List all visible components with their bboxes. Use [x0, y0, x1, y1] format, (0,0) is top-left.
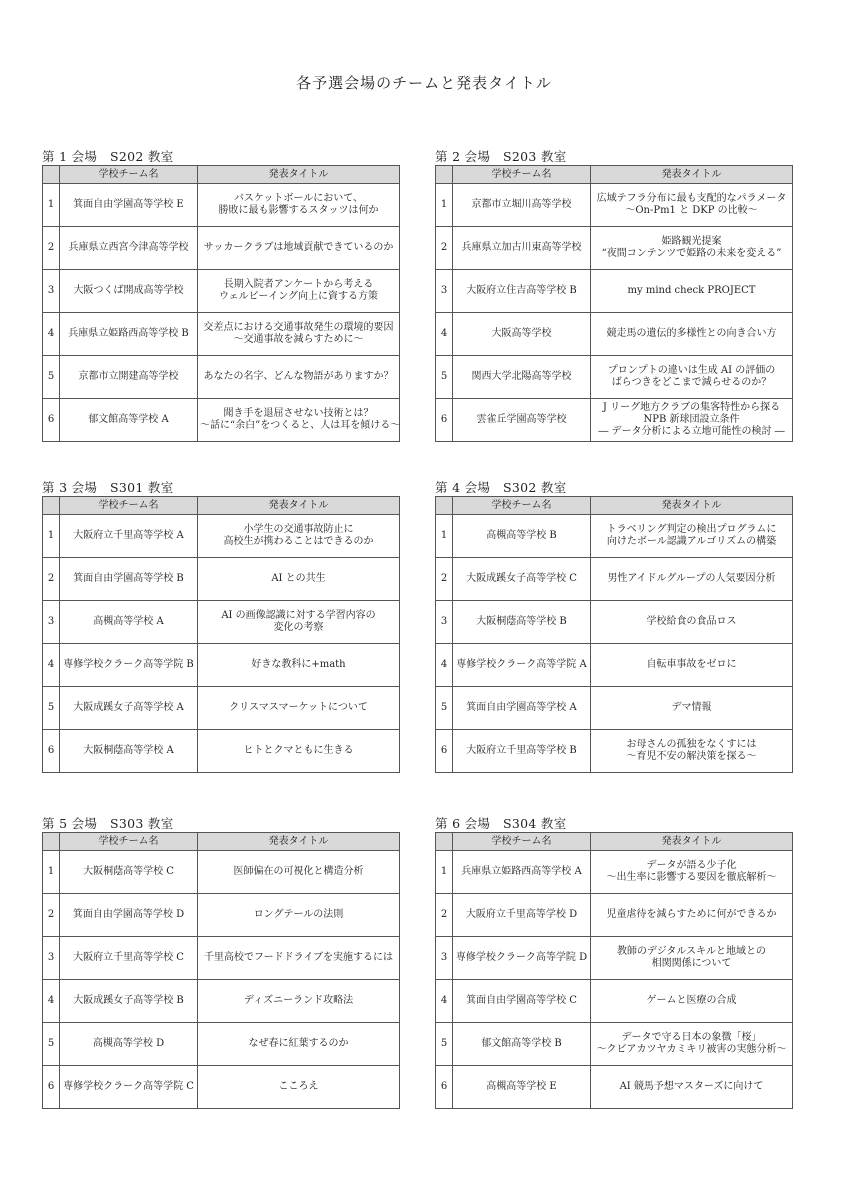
presentation-title: [198, 730, 400, 773]
school-name: 京都市立堀川高等学校: [453, 184, 591, 227]
row-number: 3: [436, 937, 453, 980]
table-row: [43, 313, 400, 356]
title-line: 好きな教科に+math: [251, 659, 346, 670]
presentation-title: [591, 1066, 793, 1109]
title-line: バスケットボールにおいて、: [233, 193, 364, 204]
table-row: [436, 313, 793, 356]
title-line: J リーグ地方クラブの集客特性から探る: [602, 402, 781, 413]
table-row: [43, 1023, 400, 1066]
row-number: 3: [43, 937, 60, 980]
presentation-title: [591, 356, 793, 399]
school-name: 専修学校クラーク高等学院 B: [60, 644, 198, 687]
presentation-title: [591, 1023, 793, 1066]
header-num: [436, 497, 453, 515]
school-name: 大阪桐蔭高等学校 B: [453, 601, 591, 644]
presentation-title: [198, 1066, 400, 1109]
table-row: [436, 1066, 793, 1109]
table-row: [436, 687, 793, 730]
table-row: [43, 687, 400, 730]
venue-heading: 第 6 会場 S304 教室: [435, 816, 567, 831]
row-number: 4: [436, 313, 453, 356]
title-line: デマ情報: [671, 702, 712, 713]
row-number: 6: [43, 1066, 60, 1109]
title-line: ゲームと医療の合成: [646, 995, 737, 1006]
school-name: 関西大学北陽高等学校: [453, 356, 591, 399]
table-row: [43, 894, 400, 937]
presentation-title: [591, 937, 793, 980]
title-line: AI の画像認識に対する学習内容の: [221, 610, 376, 621]
page-title: 各予選会場のチームと発表タイトル: [296, 74, 552, 92]
presentation-title: [198, 356, 400, 399]
title-line: 交差点における交通事故発生の環境的要因: [203, 322, 394, 333]
venue-heading: 第 3 会場 S301 教室: [42, 480, 174, 495]
venue-heading: 第 1 会場 S202 教室: [42, 149, 174, 164]
title-line: ～交通事故を減らすために～: [233, 334, 364, 345]
row-number: 2: [436, 558, 453, 601]
venue-heading: 第 5 会場 S303 教室: [42, 816, 174, 831]
school-name: 大阪府立千里高等学校 C: [60, 937, 198, 980]
presentation-title: [591, 644, 793, 687]
table-row: [436, 356, 793, 399]
table-row: [43, 399, 400, 442]
school-name: 箕面自由学園高等学校 A: [453, 687, 591, 730]
title-line: 学校給食の食品ロス: [646, 616, 737, 627]
title-line: AI 競馬予想マスターズに向けて: [619, 1081, 764, 1092]
table-row: [43, 851, 400, 894]
school-name: 大阪つくば開成高等学校: [60, 270, 198, 313]
school-name: 専修学校クラーク高等学院 C: [60, 1066, 198, 1109]
title-line: 勝敗に最も影響するスタッツは何か: [218, 205, 379, 216]
venue-table: [435, 165, 793, 442]
table-row: [43, 601, 400, 644]
title-line: 姫路観光提案: [661, 236, 722, 247]
row-number: 6: [436, 1066, 453, 1109]
school-name: 郁文館高等学校 A: [60, 399, 198, 442]
school-name: 箕面自由学園高等学校 D: [60, 894, 198, 937]
school-name: 郁文館高等学校 B: [453, 1023, 591, 1066]
school-name: 箕面自由学園高等学校 C: [453, 980, 591, 1023]
header-title: 発表タイトル: [591, 166, 793, 184]
header-school: 学校チーム名: [60, 166, 198, 184]
row-number: 4: [436, 644, 453, 687]
table-header-row: [43, 497, 400, 515]
title-line: データが語る少子化: [646, 860, 737, 871]
presentation-title: [198, 601, 400, 644]
header-school: 学校チーム名: [453, 497, 591, 515]
presentation-title: [591, 730, 793, 773]
row-number: 6: [43, 730, 60, 773]
title-line: ロングテールの法則: [253, 909, 344, 920]
row-number: 1: [436, 851, 453, 894]
venue-3: [42, 481, 400, 773]
presentation-title: [591, 515, 793, 558]
presentation-title: [591, 687, 793, 730]
school-name: 大阪桐蔭高等学校 A: [60, 730, 198, 773]
row-number: 2: [43, 227, 60, 270]
table-row: [436, 227, 793, 270]
title-line: 競走馬の遺伝的多様性との向き合い方: [606, 328, 777, 339]
row-number: 5: [436, 356, 453, 399]
row-number: 2: [436, 894, 453, 937]
title-line: 聞き手を退屈させない技術とは？: [223, 408, 374, 419]
table-header-row: [436, 166, 793, 184]
title-line: 千里高校でフードドライブを実施するには: [203, 952, 394, 963]
table-row: [436, 558, 793, 601]
row-number: 5: [436, 687, 453, 730]
header-num: [43, 833, 60, 851]
table-row: [436, 601, 793, 644]
school-name: 大阪成蹊女子高等学校 C: [453, 558, 591, 601]
row-number: 2: [43, 558, 60, 601]
title-line: 男性アイドルグループの人気要因分析: [607, 573, 776, 584]
table-row: [43, 644, 400, 687]
presentation-title: [198, 558, 400, 601]
table-row: [43, 356, 400, 399]
presentation-title: [198, 515, 400, 558]
title-line: あなたの名字、どんな物語がありますか？: [203, 371, 394, 382]
title-line: 相関関係について: [651, 958, 732, 969]
school-name: 箕面自由学園高等学校 B: [60, 558, 198, 601]
table-row: [436, 399, 793, 442]
table-row: [436, 1023, 793, 1066]
presentation-title: [591, 184, 793, 227]
title-line: こころえ: [278, 1081, 319, 1092]
title-line: 自転車事故をゼロに: [646, 659, 737, 670]
row-number: 3: [436, 270, 453, 313]
school-name: 大阪高等学校: [453, 313, 591, 356]
presentation-title: [198, 894, 400, 937]
table-header-row: [436, 497, 793, 515]
school-name: 大阪成蹊女子高等学校 A: [60, 687, 198, 730]
row-number: 1: [436, 184, 453, 227]
venue-table: [435, 496, 793, 773]
header-num: [43, 497, 60, 515]
venue-table: [42, 165, 400, 442]
title-line: NPB 新球団設立条件: [643, 414, 740, 425]
title-line: 向けたボール認識アルゴリズムの構築: [606, 536, 777, 547]
school-name: 兵庫県立西宮今津高等学校: [60, 227, 198, 270]
header-num: [436, 833, 453, 851]
row-number: 2: [43, 894, 60, 937]
table-row: [43, 184, 400, 227]
venue-6: [435, 817, 793, 1109]
table-row: [43, 515, 400, 558]
row-number: 6: [436, 730, 453, 773]
presentation-title: [198, 937, 400, 980]
row-number: 1: [43, 851, 60, 894]
table-row: [43, 270, 400, 313]
table-row: [43, 558, 400, 601]
presentation-title: [591, 227, 793, 270]
school-name: 兵庫県立姫路西高等学校 A: [453, 851, 591, 894]
school-name: 大阪成蹊女子高等学校 B: [60, 980, 198, 1023]
presentation-title: [198, 644, 400, 687]
row-number: 4: [43, 313, 60, 356]
school-name: 大阪府立住吉高等学校 B: [453, 270, 591, 313]
presentation-title: [198, 313, 400, 356]
row-number: 5: [43, 687, 60, 730]
school-name: 雲雀丘学園高等学校: [453, 399, 591, 442]
row-number: 2: [436, 227, 453, 270]
title-line: “夜間コンテンツで姫路の未来を変える”: [601, 248, 782, 259]
presentation-title: [198, 1023, 400, 1066]
presentation-title: [198, 399, 400, 442]
title-line: なぜ春に紅葉するのか: [248, 1038, 349, 1049]
table-header-row: [43, 166, 400, 184]
title-line: サッカークラブは地域貢献できているのか: [203, 242, 394, 253]
header-school: 学校チーム名: [453, 166, 591, 184]
title-line: AI との共生: [271, 573, 326, 584]
title-line: ～クビアカツヤカミキリ被害の実態分析～: [596, 1044, 787, 1055]
row-number: 5: [436, 1023, 453, 1066]
school-name: 兵庫県立姫路西高等学校 B: [60, 313, 198, 356]
title-line: 医師偏在の可視化と構造分析: [233, 866, 364, 877]
row-number: 5: [43, 356, 60, 399]
title-line: ～On-Pm1 と DKP の比較～: [625, 205, 758, 216]
presentation-title: [198, 184, 400, 227]
row-number: 6: [43, 399, 60, 442]
header-school: 学校チーム名: [60, 497, 198, 515]
title-line: 広域テフラ分布に最も支配的なパラメータ: [596, 193, 787, 204]
school-name: 箕面自由学園高等学校 E: [60, 184, 198, 227]
presentation-title: [198, 270, 400, 313]
presentation-title: [198, 687, 400, 730]
title-line: お母さんの孤独をなくすには: [626, 739, 757, 750]
school-name: 大阪府立千里高等学校 D: [453, 894, 591, 937]
presentation-title: [591, 851, 793, 894]
table-row: [436, 515, 793, 558]
table-row: [436, 270, 793, 313]
presentation-title: [591, 399, 793, 442]
table-row: [43, 730, 400, 773]
title-line: クリスマスマーケットについて: [229, 702, 368, 713]
title-line: ディズニーランド攻略法: [243, 995, 354, 1006]
title-line: 教師のデジタルスキルと地域との: [617, 946, 766, 957]
header-title: 発表タイトル: [198, 166, 400, 184]
header-num: [43, 166, 60, 184]
title-line: 小学生の交通事故防止に: [243, 524, 354, 535]
table-row: [436, 851, 793, 894]
presentation-title: [591, 980, 793, 1023]
header-num: [436, 166, 453, 184]
table-row: [436, 730, 793, 773]
venue-4: [435, 481, 793, 773]
school-name: 専修学校クラーク高等学院 D: [453, 937, 591, 980]
table-row: [43, 937, 400, 980]
school-name: 大阪桐蔭高等学校 C: [60, 851, 198, 894]
title-line: データで守る日本の象徴「桜」: [621, 1032, 762, 1043]
venue-1: [42, 150, 400, 442]
venue-5: [42, 817, 400, 1109]
row-number: 5: [43, 1023, 60, 1066]
table-row: [43, 227, 400, 270]
title-line: 児童虐待を減らすために何ができるか: [606, 909, 777, 920]
header-title: 発表タイトル: [591, 497, 793, 515]
row-number: 3: [436, 601, 453, 644]
title-line: ～話に“余白”をつくると、人は耳を傾ける～: [200, 420, 401, 431]
row-number: 1: [43, 515, 60, 558]
title-line: ～育児不安の解決策を探る～: [626, 751, 757, 762]
venue-heading: 第 4 会場 S302 教室: [435, 480, 567, 495]
table-row: [436, 937, 793, 980]
school-name: 兵庫県立加古川東高等学校: [453, 227, 591, 270]
venue-heading: 第 2 会場 S203 教室: [435, 149, 567, 164]
venue-table: [42, 832, 400, 1109]
table-row: [436, 184, 793, 227]
header-title: 発表タイトル: [198, 497, 400, 515]
venue-table: [42, 496, 400, 773]
table-row: [436, 894, 793, 937]
table-row: [436, 644, 793, 687]
header-school: 学校チーム名: [60, 833, 198, 851]
presentation-title: [591, 601, 793, 644]
title-line: ヒトとクマともに生きる: [243, 745, 354, 756]
presentation-title: [198, 851, 400, 894]
row-number: 1: [436, 515, 453, 558]
row-number: 6: [436, 399, 453, 442]
presentation-title: [591, 894, 793, 937]
title-line: トラベリング判定の検出プログラムに: [606, 524, 777, 535]
school-name: 高槻高等学校 D: [60, 1023, 198, 1066]
header-school: 学校チーム名: [453, 833, 591, 851]
table-row: [43, 1066, 400, 1109]
title-line: 長期入院者アンケートから考える: [223, 279, 374, 290]
table-header-row: [43, 833, 400, 851]
table-row: [436, 980, 793, 1023]
title-line: my mind check PROJECT: [627, 285, 756, 296]
school-name: 大阪府立千里高等学校 B: [453, 730, 591, 773]
row-number: 3: [43, 270, 60, 313]
row-number: 4: [436, 980, 453, 1023]
title-line: 変化の考察: [273, 622, 324, 633]
title-line: ― データ分析による立地可能性の検討 ―: [598, 426, 785, 437]
row-number: 1: [43, 184, 60, 227]
header-title: 発表タイトル: [198, 833, 400, 851]
title-line: ～出生率に影響する要因を徹底解析～: [606, 872, 777, 883]
title-line: ウェルビーイング向上に資する方策: [219, 291, 378, 302]
title-line: ばらつきをどこまで減らせるのか？: [611, 377, 772, 388]
school-name: 大阪府立千里高等学校 A: [60, 515, 198, 558]
presentation-title: [591, 313, 793, 356]
school-name: 京都市立開建高等学校: [60, 356, 198, 399]
title-line: プロンプトの違いは生成 AI の評価の: [607, 365, 776, 376]
presentation-title: [198, 980, 400, 1023]
table-row: [43, 980, 400, 1023]
row-number: 4: [43, 980, 60, 1023]
venue-2: [435, 150, 793, 442]
school-name: 高槻高等学校 B: [453, 515, 591, 558]
presentation-title: [591, 270, 793, 313]
presentation-title: [591, 558, 793, 601]
row-number: 4: [43, 644, 60, 687]
school-name: 高槻高等学校 A: [60, 601, 198, 644]
title-line: 高校生が携わることはできるのか: [223, 536, 374, 547]
school-name: 専修学校クラーク高等学院 A: [453, 644, 591, 687]
row-number: 3: [43, 601, 60, 644]
table-header-row: [436, 833, 793, 851]
presentation-title: [198, 227, 400, 270]
header-title: 発表タイトル: [591, 833, 793, 851]
school-name: 高槻高等学校 E: [453, 1066, 591, 1109]
venue-table: [435, 832, 793, 1109]
